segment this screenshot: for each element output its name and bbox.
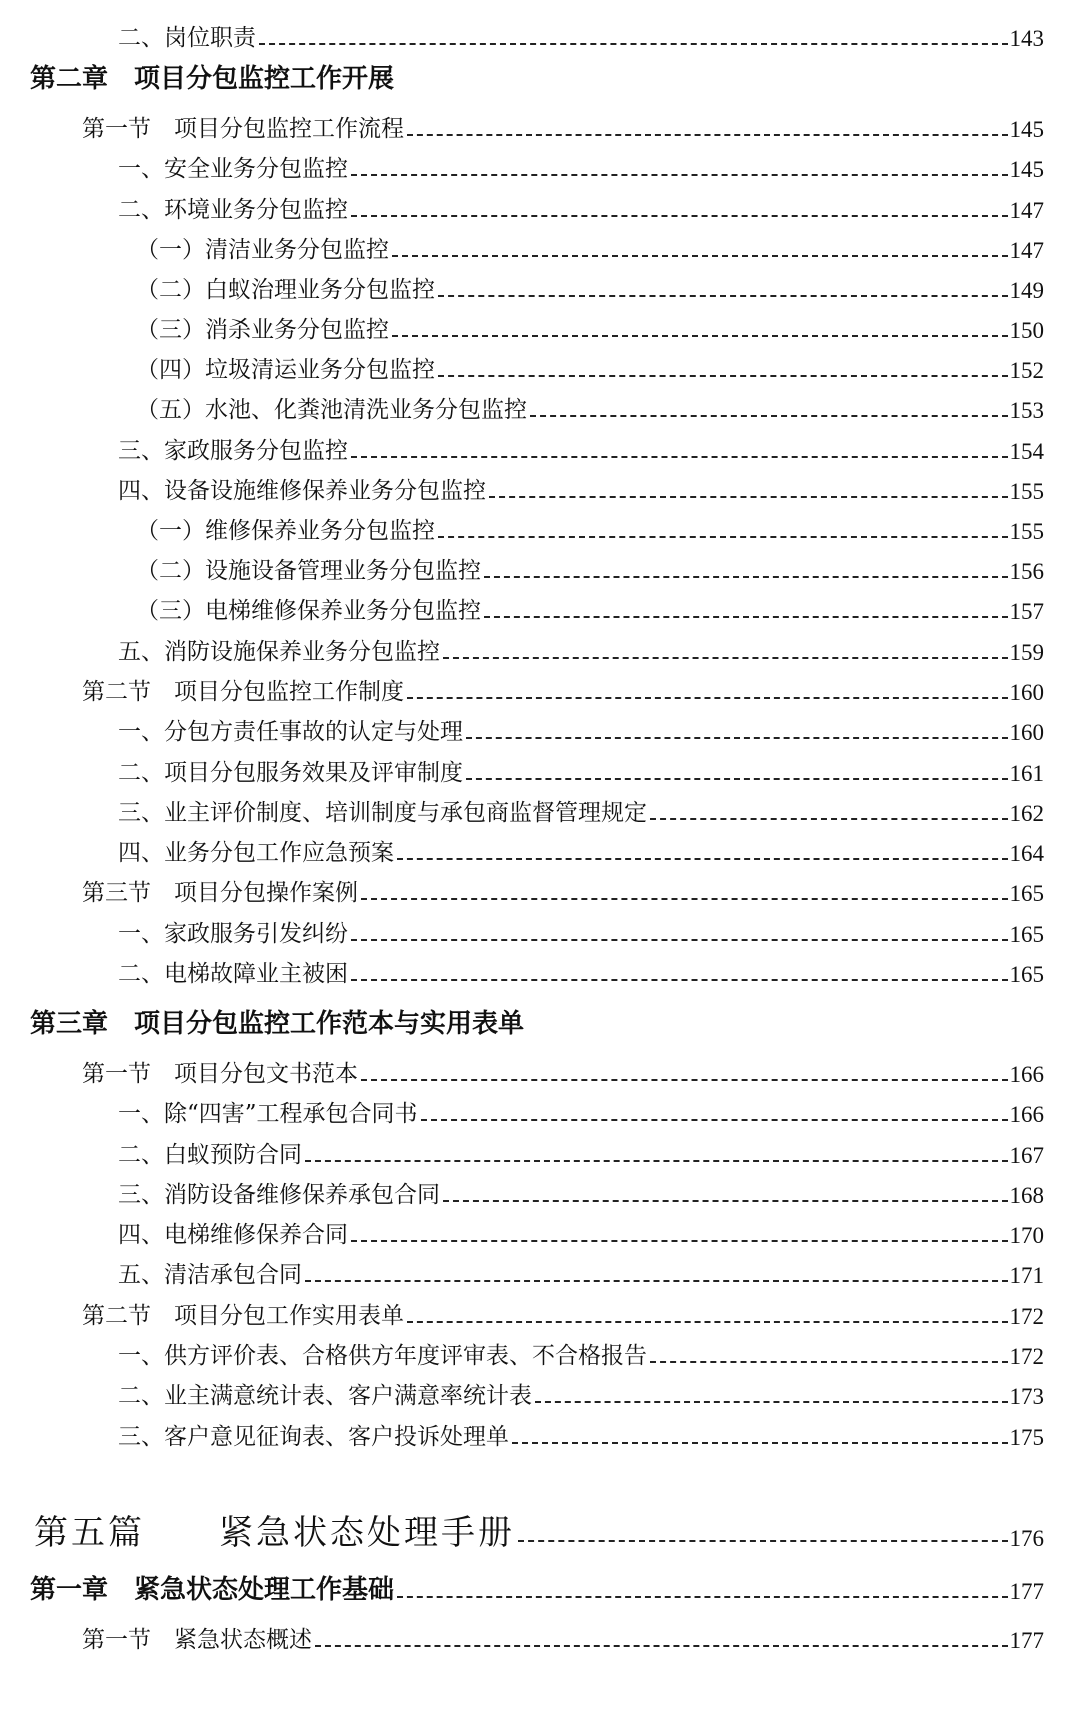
toc-dot-leader <box>351 215 1008 217</box>
toc-page-number: 161 <box>1009 761 1044 786</box>
toc-entry-item[interactable] <box>118 158 1044 181</box>
toc-dot-leader <box>512 1442 1008 1444</box>
toc-entry-label: （一）维修保养业务分包监控 <box>136 518 435 544</box>
toc-page-number: 153 <box>1009 398 1044 423</box>
toc-dot-leader <box>484 576 1008 578</box>
toc-entry-section[interactable] <box>82 118 1044 141</box>
toc-entry-sub[interactable] <box>136 560 1044 583</box>
toc-dot-leader <box>361 1079 1008 1081</box>
toc-dot-leader <box>650 818 1008 820</box>
toc-entry-item[interactable] <box>118 721 1044 744</box>
toc-page-number: 173 <box>1009 1384 1044 1409</box>
toc-entry-item[interactable] <box>118 1264 1044 1287</box>
toc-dot-leader <box>351 939 1008 941</box>
toc-dot-leader <box>392 335 1008 337</box>
toc-page-number: 164 <box>1009 841 1044 866</box>
toc-dot-leader <box>305 1280 1008 1282</box>
toc-entry-item[interactable] <box>118 923 1044 946</box>
toc-page-number: 165 <box>1009 962 1044 987</box>
toc-dot-leader <box>484 616 1008 618</box>
toc-page-number: 147 <box>1009 238 1044 263</box>
toc-entry-item[interactable] <box>118 480 1044 503</box>
toc-page-number: 168 <box>1009 1183 1044 1208</box>
toc-entry-label: 四、业务分包工作应急预案 <box>118 840 394 866</box>
toc-entry-label: 第五篇 紧急状态处理手册 <box>34 1513 515 1553</box>
toc-entry-item[interactable] <box>118 963 1044 986</box>
toc-entry-label: 第二节 项目分包监控工作制度 <box>82 679 404 705</box>
toc-page-number: 177 <box>1009 1579 1044 1604</box>
toc-entry-label: 五、消防设施保养业务分包监控 <box>118 639 440 665</box>
toc-entry-label: （四）垃圾清运业务分包监控 <box>136 357 435 383</box>
toc-page-number: 143 <box>1009 26 1044 51</box>
toc-entry-item[interactable] <box>118 1184 1044 1207</box>
toc-entry-chapter[interactable] <box>30 1011 524 1037</box>
toc-dot-leader <box>518 1540 1008 1542</box>
toc-dot-leader <box>351 1240 1008 1242</box>
toc-page-number: 149 <box>1009 278 1044 303</box>
toc-entry-item[interactable] <box>118 762 1044 785</box>
toc-entry-label: 二、电梯故障业主被困 <box>118 961 348 987</box>
toc-entry-chapter[interactable] <box>30 66 394 92</box>
toc-entry-label: 一、除“四害”工程承包合同书 <box>118 1101 418 1127</box>
toc-page-number: 155 <box>1009 519 1044 544</box>
toc-entry-item[interactable] <box>118 1103 1044 1126</box>
toc-entry-sub[interactable] <box>136 279 1044 302</box>
toc-dot-leader <box>351 456 1008 458</box>
toc-entry-label: 第一章 紧急状态处理工作基础 <box>30 1575 395 1605</box>
toc-entry-label: 二、岗位职责 <box>118 25 256 51</box>
toc-entry-section[interactable] <box>82 882 1044 905</box>
toc-page-number: 176 <box>1009 1526 1044 1551</box>
toc-page-number: 152 <box>1009 358 1044 383</box>
toc-entry-item[interactable] <box>118 199 1044 222</box>
toc-entry-sub[interactable] <box>136 239 1044 262</box>
toc-page-number: 165 <box>1009 881 1044 906</box>
toc-entry-label: （五）水池、化粪池清洗业务分包监控 <box>136 397 527 423</box>
toc-dot-leader <box>315 1645 1008 1647</box>
toc-entry-label: 三、家政服务分包监控 <box>118 438 348 464</box>
toc-dot-leader <box>650 1361 1008 1363</box>
toc-page-number: 160 <box>1009 720 1044 745</box>
toc-dot-leader <box>392 255 1008 257</box>
toc-entry-label: （二）设施设备管理业务分包监控 <box>136 558 481 584</box>
toc-page-number: 154 <box>1009 439 1044 464</box>
toc-page-number: 166 <box>1009 1062 1044 1087</box>
toc-dot-leader <box>407 697 1008 699</box>
toc-entry-label: 三、消防设备维修保养承包合同 <box>118 1182 440 1208</box>
toc-dot-leader <box>397 1596 1007 1598</box>
toc-page-number: 147 <box>1009 198 1044 223</box>
toc-entry-label: 二、业主满意统计表、客户满意率统计表 <box>118 1383 532 1409</box>
toc-dot-leader <box>305 1160 1008 1162</box>
toc-dot-leader <box>535 1401 1008 1403</box>
toc-page-number: 170 <box>1009 1223 1044 1248</box>
toc-page-number: 175 <box>1009 1425 1044 1450</box>
toc-page-number: 156 <box>1009 559 1044 584</box>
toc-page-number: 166 <box>1009 1102 1044 1127</box>
toc-entry-label: 二、白蚁预防合同 <box>118 1142 302 1168</box>
toc-entry-item[interactable] <box>118 1224 1044 1247</box>
toc-page-number: 172 <box>1009 1304 1044 1329</box>
toc-page-number: 157 <box>1009 599 1044 624</box>
toc-entry-section[interactable] <box>82 1063 1044 1086</box>
toc-dot-leader <box>489 496 1008 498</box>
toc-dot-leader <box>530 415 1008 417</box>
toc-entry-label: 一、安全业务分包监控 <box>118 156 348 182</box>
toc-dot-leader <box>361 898 1008 900</box>
toc-entry-label: （三）消杀业务分包监控 <box>136 317 389 343</box>
toc-page-number: 160 <box>1009 680 1044 705</box>
toc-dot-leader <box>351 174 1008 176</box>
toc-page-number: 167 <box>1009 1143 1044 1168</box>
toc-dot-leader <box>438 375 1008 377</box>
toc-page-number: 162 <box>1009 801 1044 826</box>
toc-entry-label: 二、项目分包服务效果及评审制度 <box>118 760 463 786</box>
toc-entry-label: 第三节 项目分包操作案例 <box>82 880 358 906</box>
toc-entry-label: 第二章 项目分包监控工作开展 <box>30 64 395 94</box>
toc-entry-sub[interactable] <box>136 319 1044 342</box>
toc-entry-section[interactable] <box>82 1629 1044 1652</box>
toc-page-number: 150 <box>1009 318 1044 343</box>
toc-entry-item[interactable] <box>118 440 1044 463</box>
toc-entry-item[interactable] <box>118 842 1044 865</box>
toc-entry-item[interactable] <box>118 1345 1044 1368</box>
toc-entry-section[interactable] <box>82 1305 1044 1328</box>
toc-page-number: 177 <box>1009 1628 1044 1653</box>
toc-dot-leader <box>397 858 1008 860</box>
toc-dot-leader <box>438 295 1008 297</box>
toc-entry-item[interactable] <box>118 1385 1044 1408</box>
toc-entry-label: 三、客户意见征询表、客户投诉处理单 <box>118 1424 509 1450</box>
toc-entry-label: 四、设备设施维修保养业务分包监控 <box>118 478 486 504</box>
toc-entry-sub[interactable] <box>136 600 1044 623</box>
toc-dot-leader <box>259 43 1008 45</box>
toc-entry-label: （三）电梯维修保养业务分包监控 <box>136 598 481 624</box>
toc-dot-leader <box>443 1200 1008 1202</box>
toc-entry-sub[interactable] <box>136 520 1044 543</box>
toc-entry-sub[interactable] <box>136 359 1044 382</box>
toc-entry-label: 三、业主评价制度、培训制度与承包商监督管理规定 <box>118 800 647 826</box>
toc-dot-leader <box>466 778 1008 780</box>
toc-page-number: 172 <box>1009 1344 1044 1369</box>
toc-entry-item[interactable] <box>118 27 1044 50</box>
toc-dot-leader <box>407 134 1008 136</box>
toc-entry-label: 第二节 项目分包工作实用表单 <box>82 1303 404 1329</box>
toc-dot-leader <box>443 657 1008 659</box>
toc-dot-leader <box>351 979 1008 981</box>
toc-entry-label: 一、家政服务引发纠纷 <box>118 921 348 947</box>
toc-entry-item[interactable] <box>118 641 1044 664</box>
toc-dot-leader <box>438 536 1008 538</box>
toc-entry-label: 一、分包方责任事故的认定与处理 <box>118 719 463 745</box>
toc-entry-item[interactable] <box>118 1426 1044 1449</box>
toc-entry-section[interactable] <box>82 681 1044 704</box>
toc-page-number: 171 <box>1009 1263 1044 1288</box>
toc-entry-chapter[interactable] <box>30 1577 1044 1603</box>
toc-entry-label: 二、环境业务分包监控 <box>118 197 348 223</box>
toc-dot-leader <box>407 1321 1008 1323</box>
toc-dot-leader <box>421 1119 1008 1121</box>
toc-entry-sub[interactable] <box>136 399 1044 422</box>
toc-entry-label: 五、清洁承包合同 <box>118 1262 302 1288</box>
toc-entry-label: 第三章 项目分包监控工作范本与实用表单 <box>30 1009 525 1039</box>
toc-page-number: 155 <box>1009 479 1044 504</box>
toc-entry-label: （一）清洁业务分包监控 <box>136 237 389 263</box>
toc-page-number: 145 <box>1009 117 1044 142</box>
toc-entry-label: 第一节 项目分包文书范本 <box>82 1061 358 1087</box>
toc-entry-part[interactable] <box>34 1513 1044 1553</box>
toc-entry-item[interactable] <box>118 802 1044 825</box>
toc-entry-label: 第一节 紧急状态概述 <box>82 1627 312 1653</box>
toc-entry-label: （二）白蚁治理业务分包监控 <box>136 277 435 303</box>
toc-page-number: 159 <box>1009 640 1044 665</box>
toc-entry-label: 一、供方评价表、合格供方年度评审表、不合格报告 <box>118 1343 647 1369</box>
toc-entry-item[interactable] <box>118 1144 1044 1167</box>
toc-page-number: 145 <box>1009 157 1044 182</box>
toc-entry-label: 四、电梯维修保养合同 <box>118 1222 348 1248</box>
toc-entry-label: 第一节 项目分包监控工作流程 <box>82 116 404 142</box>
toc-page-number: 165 <box>1009 922 1044 947</box>
toc-dot-leader <box>466 737 1008 739</box>
